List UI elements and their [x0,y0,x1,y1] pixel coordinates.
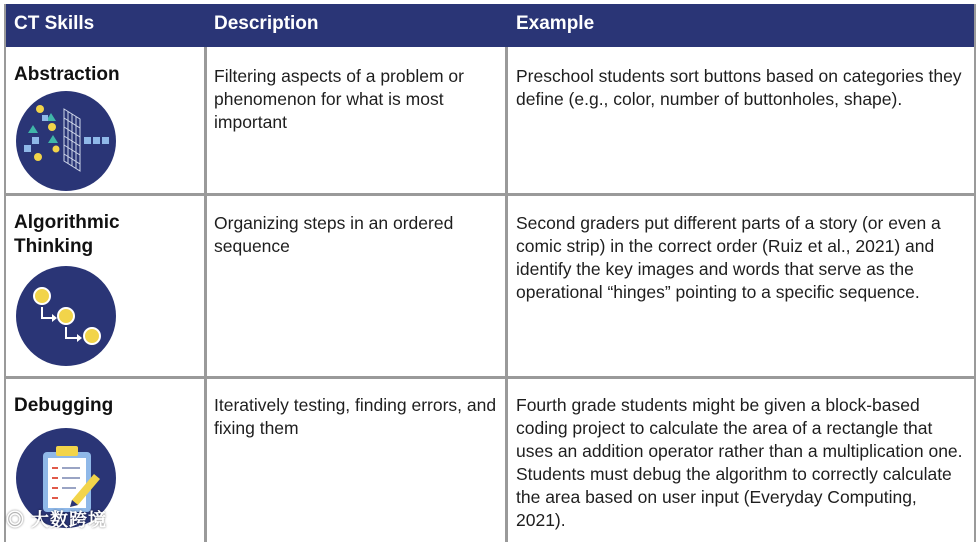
algorithm-icon [16,266,116,366]
description-debugging: Iteratively testing, finding errors, and fixing them [214,395,497,438]
description-algorithmic-thinking: Organizing steps in an ordered sequence [214,213,454,256]
watermark-logo-icon: ◎ [6,510,25,530]
skill-algorithmic-thinking [14,211,120,259]
row-divider-2 [6,376,974,379]
header-ct-skills: CT Skills [14,13,95,34]
column-divider-1 [204,47,207,542]
table-header [6,4,974,47]
row-divider-1 [6,193,974,196]
description-abstraction: Filtering aspects of a problem or phenomenon for what is most important [214,66,464,132]
example-algorithmic-thinking: Second graders put different parts of a story (or even a comic strip) in the correct order (Ruiz et al., 2021) and identify the key images and words that serve as the operational “hinges” pointing to a specific sequence. [516,213,941,302]
skill-debugging: Debugging [14,395,114,416]
skill-algorithmic-line2: Thinking [14,236,94,257]
skill-abstraction: Abstraction [14,64,120,85]
ct-skills-table [4,4,976,542]
example-abstraction: Preschool students sort buttons based on categories they define (e.g., color, number of buttonholes, shape). [516,66,962,109]
abstraction-icon [16,91,116,191]
example-debugging: Fourth grade students might be given a block-based coding project to calculate the area of a rectangle that uses an addition operator rather than a multiplication one. Students must debug the algorithm to correctly calculate the area based on user input (Everyday Computing, 2021). [516,395,963,530]
skill-algorithmic-line1: Algorithmic [14,212,120,233]
header-example: Example [516,13,595,34]
header-description: Description [214,13,319,34]
watermark [6,506,107,532]
watermark-text: 大数跨境 [31,510,108,530]
column-divider-2 [505,47,508,542]
